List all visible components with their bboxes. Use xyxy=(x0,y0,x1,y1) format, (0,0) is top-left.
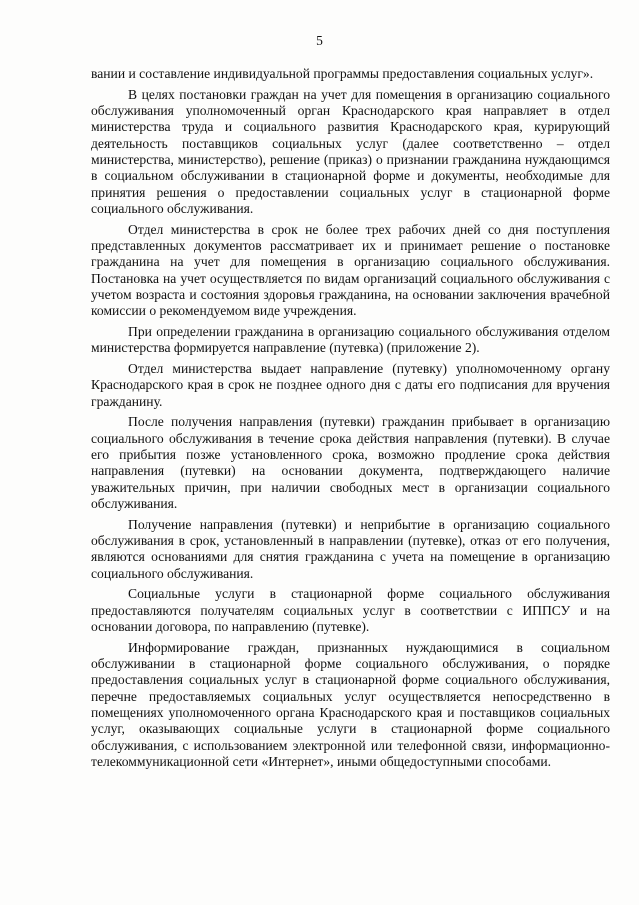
paragraph: Получение направления (путевки) и неприбытие в организацию социального обслуживания в срок, установленный в направлении (путевке), отказ от его получения, являются основаниями для снятия гражданина с учета на помещение в организацию социального обслуживания. xyxy=(91,516,610,581)
paragraph: Отдел министерства в срок не более трех рабочих дней со дня поступления представленных документов рассматривает их и принимает решение о постановке гражданина на учет для помещения в организацию социального обслуживания. Постановка на учет осуществляется по видам организаций социального обслуживания с учетом возраста и состояния здоровья гражданина, на основании заключения врачебной комиссии о рекомендуемом виде учреждения. xyxy=(91,221,610,319)
paragraph: Информирование граждан, признанных нуждающимися в социальном обслуживании в стационарной форме социального обслуживания, о порядке предоставления социальных услуг в стационарной форме социального обслуживания, перечне предоставляемых социальных услуг осуществляется непосредственно в помещениях уполномоченного органа Краснодарского края и поставщиков социальных услуг, оказывающих социальные услуги в стационарной форме социального обслуживания, с использованием электронной или телефонной связи, информационно-телекоммуникационной сети «Интернет», иными общедоступными способами. xyxy=(91,639,610,769)
paragraph: В целях постановки граждан на учет для помещения в организацию социального обслуживания уполномоченный орган Краснодарского края направляет в отдел министерства труда и социального развития Краснодарского края, курирующий деятельность поставщиков социальных услуг (далее соответственно – отдел министерства, министерство), решение (приказ) о признании гражданина нуждающимся в социальном обслуживании в стационарной форме и документы, необходимые для принятия решения о предоставлении социальных услуг в стационарной форме социального обслуживания. xyxy=(91,86,610,216)
paragraph-continuation: вании и составление индивидуальной программы предоставления социальных услуг». xyxy=(91,66,594,81)
paragraph: При определении гражданина в организацию социального обслуживания отделом министерства формируется направление (путевка) (приложение 2). xyxy=(91,323,610,356)
paragraph: Социальные услуги в стационарной форме социального обслуживания предоставляются получателям социальных услуг в соответствии с ИППСУ и на основании договора, по направлению (путевке). xyxy=(91,586,610,634)
page-number: 5 xyxy=(316,33,323,48)
paragraph: После получения направления (путевки) гражданин прибывает в организацию социального обслуживания в течение срока действия направления (путевки). В случае его прибытия позже установленного срока, возможно продление срока действия направления (путевки) на основании документа, подтверждающего наличие уважительных причин, при наличии свободных мест в организации социального обслуживания. xyxy=(91,414,610,511)
paragraph: Отдел министерства выдает направление (путевку) уполномоченному органу Краснодарского края в срок не позднее одного дня с даты его подписания для вручения гражданину. xyxy=(91,361,610,409)
document-body xyxy=(91,66,610,775)
